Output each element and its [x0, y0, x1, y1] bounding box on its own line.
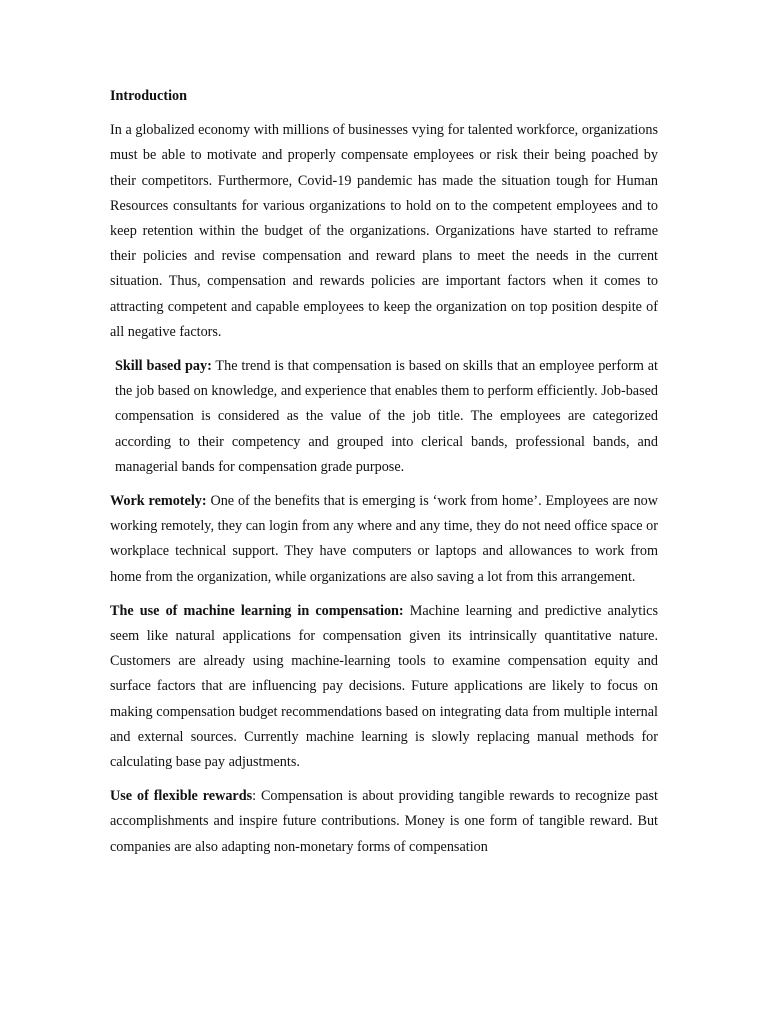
paragraph-lead: The use of machine learning in compensation: [110, 602, 404, 619]
paragraph-text: Machine learning and predictive analytics seem like natural applications for compensation given its intrinsically quantitative nature. Customers are already using machine-learning tools to examine compensation equity and surface factors that are influencing pay decisions. Future applications are likely to focus on making compensation budget recommendations based on integrating data from multiple internal and external sources. Currently machine learning is slowly replacing manual methods for calculating base pay adjustments. [110, 602, 658, 771]
paragraph-skill-based-pay [110, 354, 658, 480]
paragraph-flexible-rewards [110, 784, 658, 860]
section-heading: Introduction [110, 88, 187, 104]
paragraph-machine-learning [110, 599, 658, 775]
paragraph-text: In a globalized economy with millions of businesses vying for talented workforce, organizations must be able to motivate and properly compensate employees or risk their being poached by their competitors. Furthermore, Covid-19 pandemic has made the situation tough for Human Resources consultants for various organizations to hold on to the competent employees and to keep retention within the budget of the organizations. Organizations have started to reframe their policies and revise compensation and reward plans to meet the needs in the current situation. Thus, compensation and rewards policies are important factors when it comes to attracting competent and capable employees to keep the organization on top position despite of all negative factors. [110, 122, 658, 340]
paragraph-lead: Use of flexible rewards [110, 788, 253, 805]
paragraph-text: : Compensation is about providing tangible rewards to recognize past accomplishments and inspire future contributions. Money is one form of tangible reward. But companies are also adapting non-monetary forms of compensation [110, 788, 658, 855]
paragraph-lead: Skill based pay: [115, 358, 212, 375]
paragraph-introduction [110, 118, 658, 345]
paragraph-lead: Work remotely: [110, 493, 207, 510]
paragraph-text: One of the benefits that is emerging is ‘work from home’. Employees are now working remotely, they can login from any where and any time, they do not need office space or workplace technical support. They have computers or laptops and allowances to work from home from the organization, while organizations are also saving a lot from this arrangement. [110, 493, 659, 585]
document-body [110, 84, 658, 869]
paragraph-text: The trend is that compensation is based on skills that an employee perform at the job based on knowledge, and experience that enables them to perform efficiently. Job-based compensation is considered as the value of the job title. The employees are categorized according to their competency and grouped into clerical bands, professional bands, and managerial bands for compensation grade purpose. [115, 358, 658, 475]
paragraph-work-remotely [110, 489, 658, 590]
